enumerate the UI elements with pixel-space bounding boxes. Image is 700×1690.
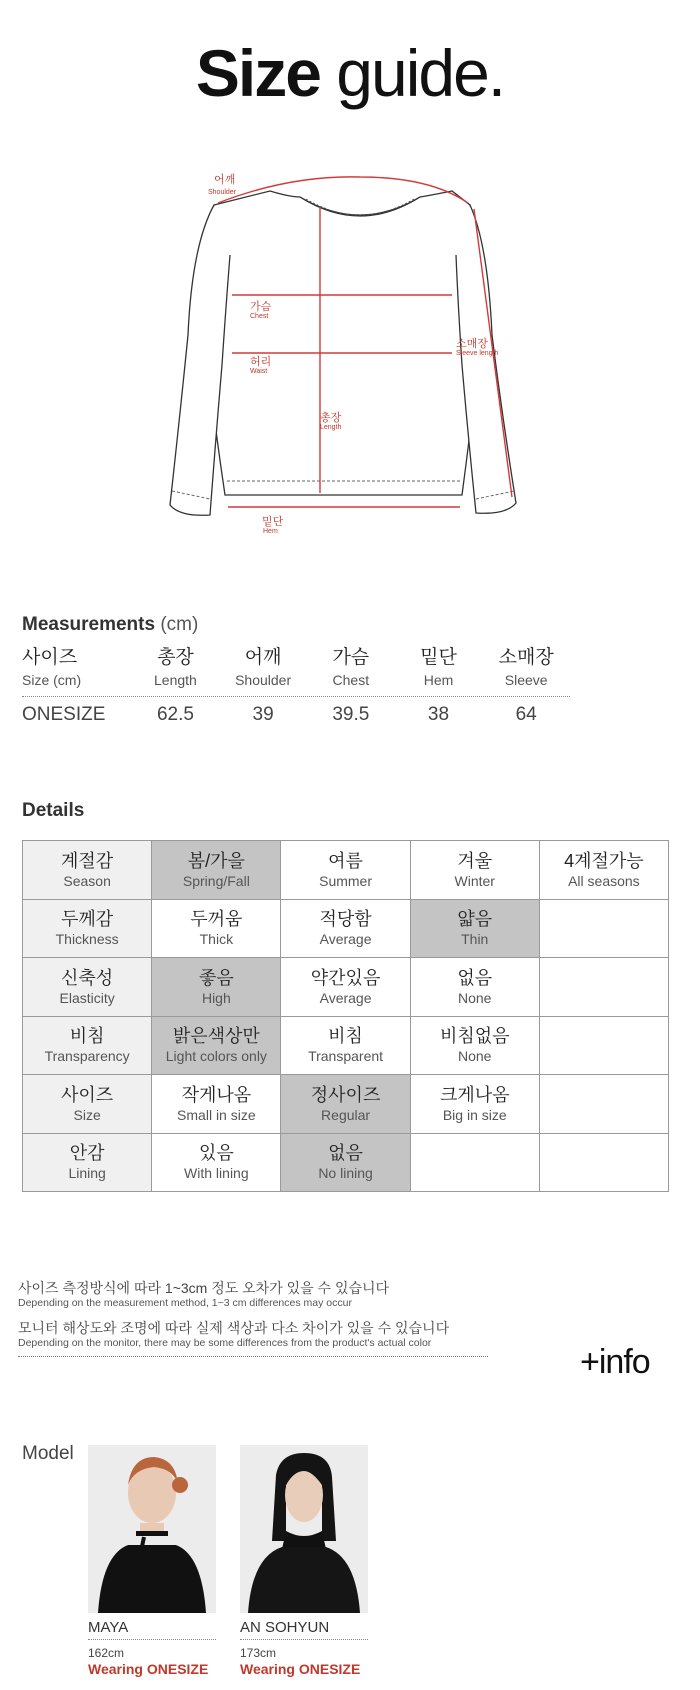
model-height: 162cm [88, 1646, 125, 1660]
detail-kr: 비침없음 [439, 1026, 510, 1047]
details-option [410, 958, 539, 1017]
title-rest: guide. [336, 36, 505, 110]
meas-col-kr: 총장 [157, 647, 194, 668]
detail-kr: 신축성 [61, 967, 114, 988]
detail-en: Regular [321, 1106, 371, 1123]
detail-en: Thin [461, 931, 489, 948]
model-photo [88, 1445, 216, 1613]
detail-en: None [458, 1048, 492, 1065]
details-option [539, 841, 668, 900]
measurements-title: Measurements [22, 614, 156, 635]
detail-en: Transparent [308, 1048, 384, 1065]
meas-col-en: Hem [423, 672, 454, 688]
details-option [281, 899, 410, 958]
notes-block [18, 1280, 488, 1357]
note-color-kr: 모니터 해상도와 조명에 따라 실제 색상과 다소 차이가 있을 수 있습니다 [18, 1320, 450, 1336]
detail-en: None [458, 989, 492, 1006]
meas-col [22, 646, 132, 690]
sleeve-label-en: Sleeve length [456, 350, 499, 357]
detail-kr: 얇음 [457, 909, 493, 930]
detail-kr: 좋음 [198, 967, 234, 988]
details-option-selected [281, 1075, 410, 1134]
details-option [410, 1133, 539, 1192]
details-heading: Details [22, 800, 85, 821]
detail-en: Thick [199, 931, 234, 948]
detail-en: Winter [454, 872, 495, 889]
details-option-selected [410, 899, 539, 958]
chest-label-kr: 가슴 [250, 301, 272, 313]
meas-col-kr: 밑단 [420, 647, 457, 668]
meas-col [132, 646, 220, 690]
detail-kr: 비침 [328, 1026, 363, 1047]
shoulder-label-en: Shoulder [208, 189, 237, 196]
detail-en: Season [63, 872, 111, 889]
meas-sleeve-value: 64 [515, 704, 537, 725]
details-option [539, 958, 668, 1017]
detail-kr: 정사이즈 [310, 1084, 381, 1105]
notes-divider [18, 1356, 488, 1357]
detail-en: No lining [318, 1165, 373, 1182]
model-wearing: Wearing ONESIZE [240, 1661, 361, 1677]
details-row-label [23, 1133, 152, 1192]
details-row-label [23, 841, 152, 900]
chest-label-en: Chest [250, 313, 269, 320]
detail-kr: 계절감 [61, 850, 114, 871]
measurements-table [22, 646, 570, 729]
meas-length-value: 62.5 [156, 704, 194, 725]
model-heading: Model [22, 1443, 74, 1464]
detail-en: Elasticity [59, 989, 115, 1006]
waist-label-en: Waist [250, 368, 268, 375]
detail-en: Summer [319, 872, 373, 889]
model-name: MAYA [88, 1619, 216, 1640]
detail-kr: 비침 [69, 1026, 105, 1047]
meas-col-kr: 어깨 [244, 647, 282, 668]
details-option-selected [152, 841, 281, 900]
meas-shoulder-value: 39 [252, 704, 274, 725]
detail-kr: 밝은색상만 [172, 1026, 260, 1047]
model-card [88, 1445, 216, 1678]
meas-chest-value: 39.5 [332, 704, 370, 725]
meas-col [482, 646, 570, 690]
details-row [23, 899, 669, 958]
detail-kr: 없음 [457, 967, 493, 988]
detail-kr: 겨울 [457, 850, 493, 871]
details-row-label [23, 899, 152, 958]
page-title [0, 36, 700, 110]
detail-kr: 두꺼움 [190, 909, 243, 930]
detail-en: Lining [68, 1165, 106, 1182]
detail-kr: 봄/가을 [187, 850, 245, 871]
details-option [539, 899, 668, 958]
details-option [281, 958, 410, 1017]
details-table [22, 840, 669, 1192]
model-wearing: Wearing ONESIZE [88, 1661, 209, 1677]
note-color-en: Depending on the monitor, there may be some differences from the product's actual color [18, 1337, 432, 1349]
detail-en: Average [319, 931, 372, 948]
detail-en: Size [73, 1106, 101, 1123]
detail-en: All seasons [568, 872, 640, 889]
detail-en: Big in size [442, 1106, 507, 1123]
detail-kr: 없음 [328, 1143, 363, 1164]
detail-kr: 여름 [328, 850, 363, 871]
hem-label-en: Hem [263, 528, 278, 535]
note-measurement-en: Depending on the measurement method, 1~3 cm differences may occur [18, 1297, 352, 1309]
meas-col-en: Shoulder [235, 672, 292, 688]
meas-col-en: Sleeve [504, 672, 548, 688]
details-option [410, 1016, 539, 1075]
detail-kr: 안감 [69, 1143, 105, 1164]
detail-kr: 적당함 [319, 909, 372, 930]
details-option [410, 1075, 539, 1134]
detail-kr: 사이즈 [61, 1084, 114, 1105]
model-height: 173cm [240, 1646, 277, 1660]
details-option [539, 1133, 668, 1192]
info-link[interactable]: +info [580, 1343, 650, 1381]
detail-kr: 두께감 [61, 909, 114, 930]
waist-label-kr: 허리 [250, 356, 272, 368]
details-row-label [23, 1016, 152, 1075]
detail-en: Light colors only [165, 1048, 267, 1065]
detail-en: Transparency [44, 1048, 130, 1065]
meas-size-value: ONESIZE [22, 704, 106, 725]
details-option [152, 899, 281, 958]
details-option [281, 1016, 410, 1075]
details-option [410, 841, 539, 900]
hem-label-kr: 밑단 [262, 516, 284, 528]
details-row [23, 841, 669, 900]
model-photo-image [88, 1445, 216, 1613]
title-bold: Size [195, 36, 320, 110]
meas-col [307, 646, 395, 690]
detail-kr: 작게나옴 [181, 1084, 252, 1105]
sleeve-label-kr: 소매장 [456, 338, 488, 350]
meas-hem-value: 38 [427, 704, 450, 725]
length-label-kr: 총장 [320, 412, 342, 424]
detail-kr: 있음 [198, 1143, 234, 1164]
details-option-selected [152, 958, 281, 1017]
details-row [23, 1133, 669, 1192]
details-option [539, 1016, 668, 1075]
measurements-heading [22, 614, 198, 636]
details-option [539, 1075, 668, 1134]
details-row [23, 1075, 669, 1134]
model-photo [240, 1445, 368, 1613]
meas-col [219, 646, 307, 690]
garment-diagram [170, 174, 550, 575]
details-option-selected [152, 1016, 281, 1075]
details-row [23, 958, 669, 1017]
detail-kr: 크게나옴 [439, 1084, 510, 1105]
meas-col-en: Chest [332, 672, 370, 688]
measurements-value-row [22, 697, 570, 729]
detail-kr: 약간있음 [310, 967, 381, 988]
detail-en: Small in size [177, 1106, 256, 1123]
details-option [281, 841, 410, 900]
detail-en: Thickness [55, 931, 119, 948]
measurements-unit: (cm) [160, 614, 199, 635]
detail-en: Spring/Fall [182, 872, 250, 889]
details-row [23, 1016, 669, 1075]
meas-col-kr: 가슴 [332, 647, 370, 668]
details-option [152, 1075, 281, 1134]
detail-en: With lining [184, 1165, 249, 1182]
meas-col-kr: 사이즈 [22, 647, 78, 668]
model-card [240, 1445, 368, 1678]
meas-col-kr: 소매장 [498, 647, 554, 668]
details-option-selected [281, 1133, 410, 1192]
details-row-label [23, 958, 152, 1017]
meas-col [395, 646, 483, 690]
detail-en: High [201, 989, 231, 1006]
note-measurement-kr: 사이즈 측정방식에 따라 1~3cm 정도 오차가 있을 수 있습니다 [18, 1280, 390, 1296]
model-name: AN SOHYUN [240, 1619, 368, 1640]
detail-en: Average [319, 989, 372, 1006]
measurements-header-row [22, 646, 570, 697]
details-row-label [23, 1075, 152, 1134]
model-photo-image [240, 1445, 368, 1613]
meas-col-en: Length [154, 672, 197, 688]
length-label-en: Length [320, 424, 342, 431]
meas-col-en: Size (cm) [22, 672, 82, 688]
details-option [152, 1133, 281, 1192]
detail-kr: 4계절가능 [564, 850, 644, 871]
shoulder-label-kr: 어깨 [214, 174, 236, 186]
